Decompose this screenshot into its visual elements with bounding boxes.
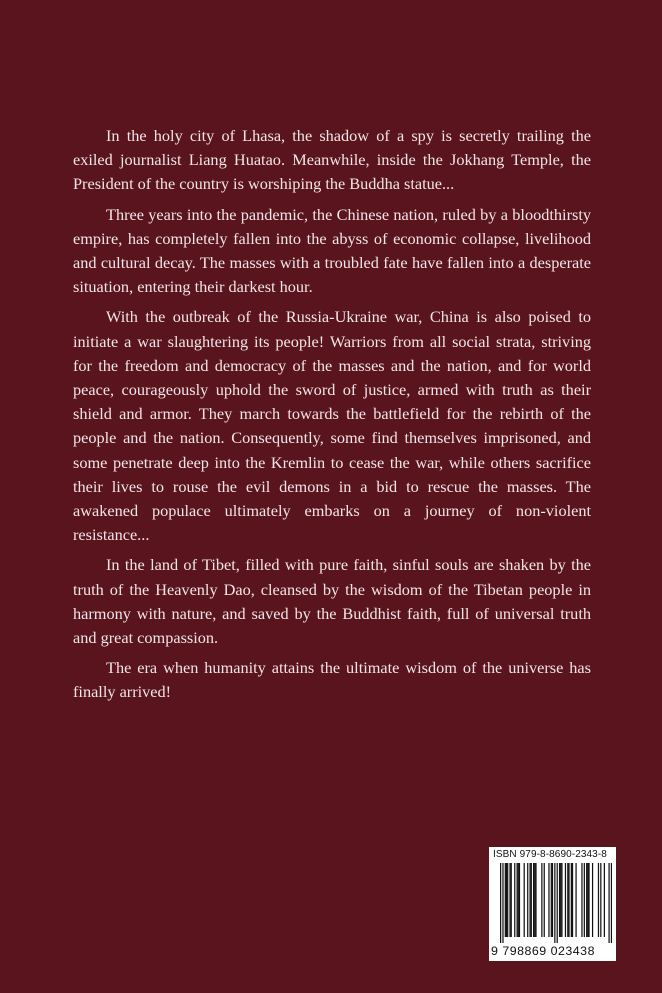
barcode-bar bbox=[507, 863, 508, 937]
barcode-bar bbox=[502, 863, 503, 943]
barcode-bar bbox=[557, 863, 558, 943]
blurb-paragraph-2: Three years into the pandemic, the Chinese nation, ruled by a bloodthirsty empire, has completely fallen into the abyss of economic collapse, livelihood and cultural decay. The masses with a troubled fate have fallen into a desperate situation, entering their darkest hour. bbox=[73, 204, 591, 297]
barcode-bar bbox=[600, 863, 601, 937]
barcode-bar bbox=[533, 863, 534, 937]
barcode-bar bbox=[604, 863, 605, 937]
barcode-bar bbox=[500, 863, 501, 943]
barcode-bar bbox=[544, 863, 545, 937]
barcode-bar bbox=[517, 863, 518, 937]
barcode-graphic bbox=[500, 863, 612, 943]
barcode-bar bbox=[567, 863, 568, 937]
barcode-bar bbox=[531, 863, 532, 937]
blurb-paragraph-4: In the land of Tibet, filled with pure faith, sinful souls are shaken by the truth of the Heavenly Dao, cleansed by the wisdom of the Tibetan people in harmony with nature, and saved by the Buddhist faith, full of universal truth and great compassion. bbox=[73, 555, 591, 648]
barcode-bar bbox=[572, 863, 573, 937]
barcode-bar bbox=[511, 863, 512, 937]
barcode-bar bbox=[551, 863, 552, 937]
barcode-bar bbox=[575, 863, 576, 937]
barcode-bar bbox=[588, 863, 589, 937]
barcode-bar bbox=[586, 863, 587, 937]
blurb-paragraph-1: In the holy city of Lhasa, the shadow of a spy is secretly trailing the exiled journalist Liang Huatao. Meanwhile, inside the Jokhang Temple, the President of the country is worshiping the Buddha statue... bbox=[73, 126, 591, 194]
barcode-bar bbox=[598, 863, 599, 937]
barcode-bar bbox=[518, 863, 519, 937]
barcode-bar bbox=[519, 863, 520, 937]
barcode-bar bbox=[559, 863, 560, 937]
barcode-bar bbox=[587, 863, 588, 937]
blurb-paragraph-3: With the outbreak of the Russia-Ukraine war, China is also poised to initiate a war slaughtering its people! Warriors from all social strata, striving for the freedom and democracy of the masses and the nation, and for world peace, courageously uphold the sword of justice, armed with truth as their shield and armor. They march towards the battlefield for the rebirth of the people and the nation. Consequently, some find themselves imprisoned, and some penetrate deep into the Kremlin to cease the war, while others sacrifice their lives to rouse the evil demons in a bid to rescue the masses. The awakened populace ultimately embarks on a journey of non-violent resistance... bbox=[73, 307, 591, 545]
barcode-bar bbox=[581, 863, 582, 937]
barcode-bar bbox=[529, 863, 530, 937]
back-cover-blurb bbox=[73, 124, 591, 711]
barcode-bar bbox=[534, 863, 535, 937]
barcode-bar bbox=[535, 863, 536, 937]
barcode-bar bbox=[565, 863, 566, 937]
barcode-bar bbox=[505, 863, 506, 937]
barcode-bar bbox=[527, 863, 528, 937]
barcode-bar bbox=[611, 863, 612, 943]
barcode-bar bbox=[584, 863, 585, 937]
barcode-bar bbox=[514, 863, 515, 937]
barcode-bar bbox=[509, 863, 510, 937]
barcode-bar bbox=[548, 863, 549, 937]
barcode-bar bbox=[554, 863, 555, 943]
barcode-bar bbox=[541, 863, 542, 937]
barcode-bar bbox=[571, 863, 572, 937]
barcode-bar bbox=[592, 863, 593, 937]
barcode-bar bbox=[560, 863, 561, 937]
blurb-paragraph-5: The era when humanity attains the ultimate wisdom of the universe has finally arrived! bbox=[73, 658, 591, 702]
isbn-barcode-block bbox=[489, 847, 616, 961]
barcode-bar bbox=[524, 863, 525, 937]
barcode-bar bbox=[568, 863, 569, 937]
barcode-digits: 9 798869 023438 bbox=[491, 944, 595, 958]
isbn-label: ISBN 979-8-8690-2343-8 bbox=[493, 849, 607, 860]
barcode-bar bbox=[506, 863, 507, 937]
barcode-bar bbox=[552, 863, 553, 937]
barcode-bar bbox=[608, 863, 609, 943]
barcode-bar bbox=[561, 863, 562, 937]
